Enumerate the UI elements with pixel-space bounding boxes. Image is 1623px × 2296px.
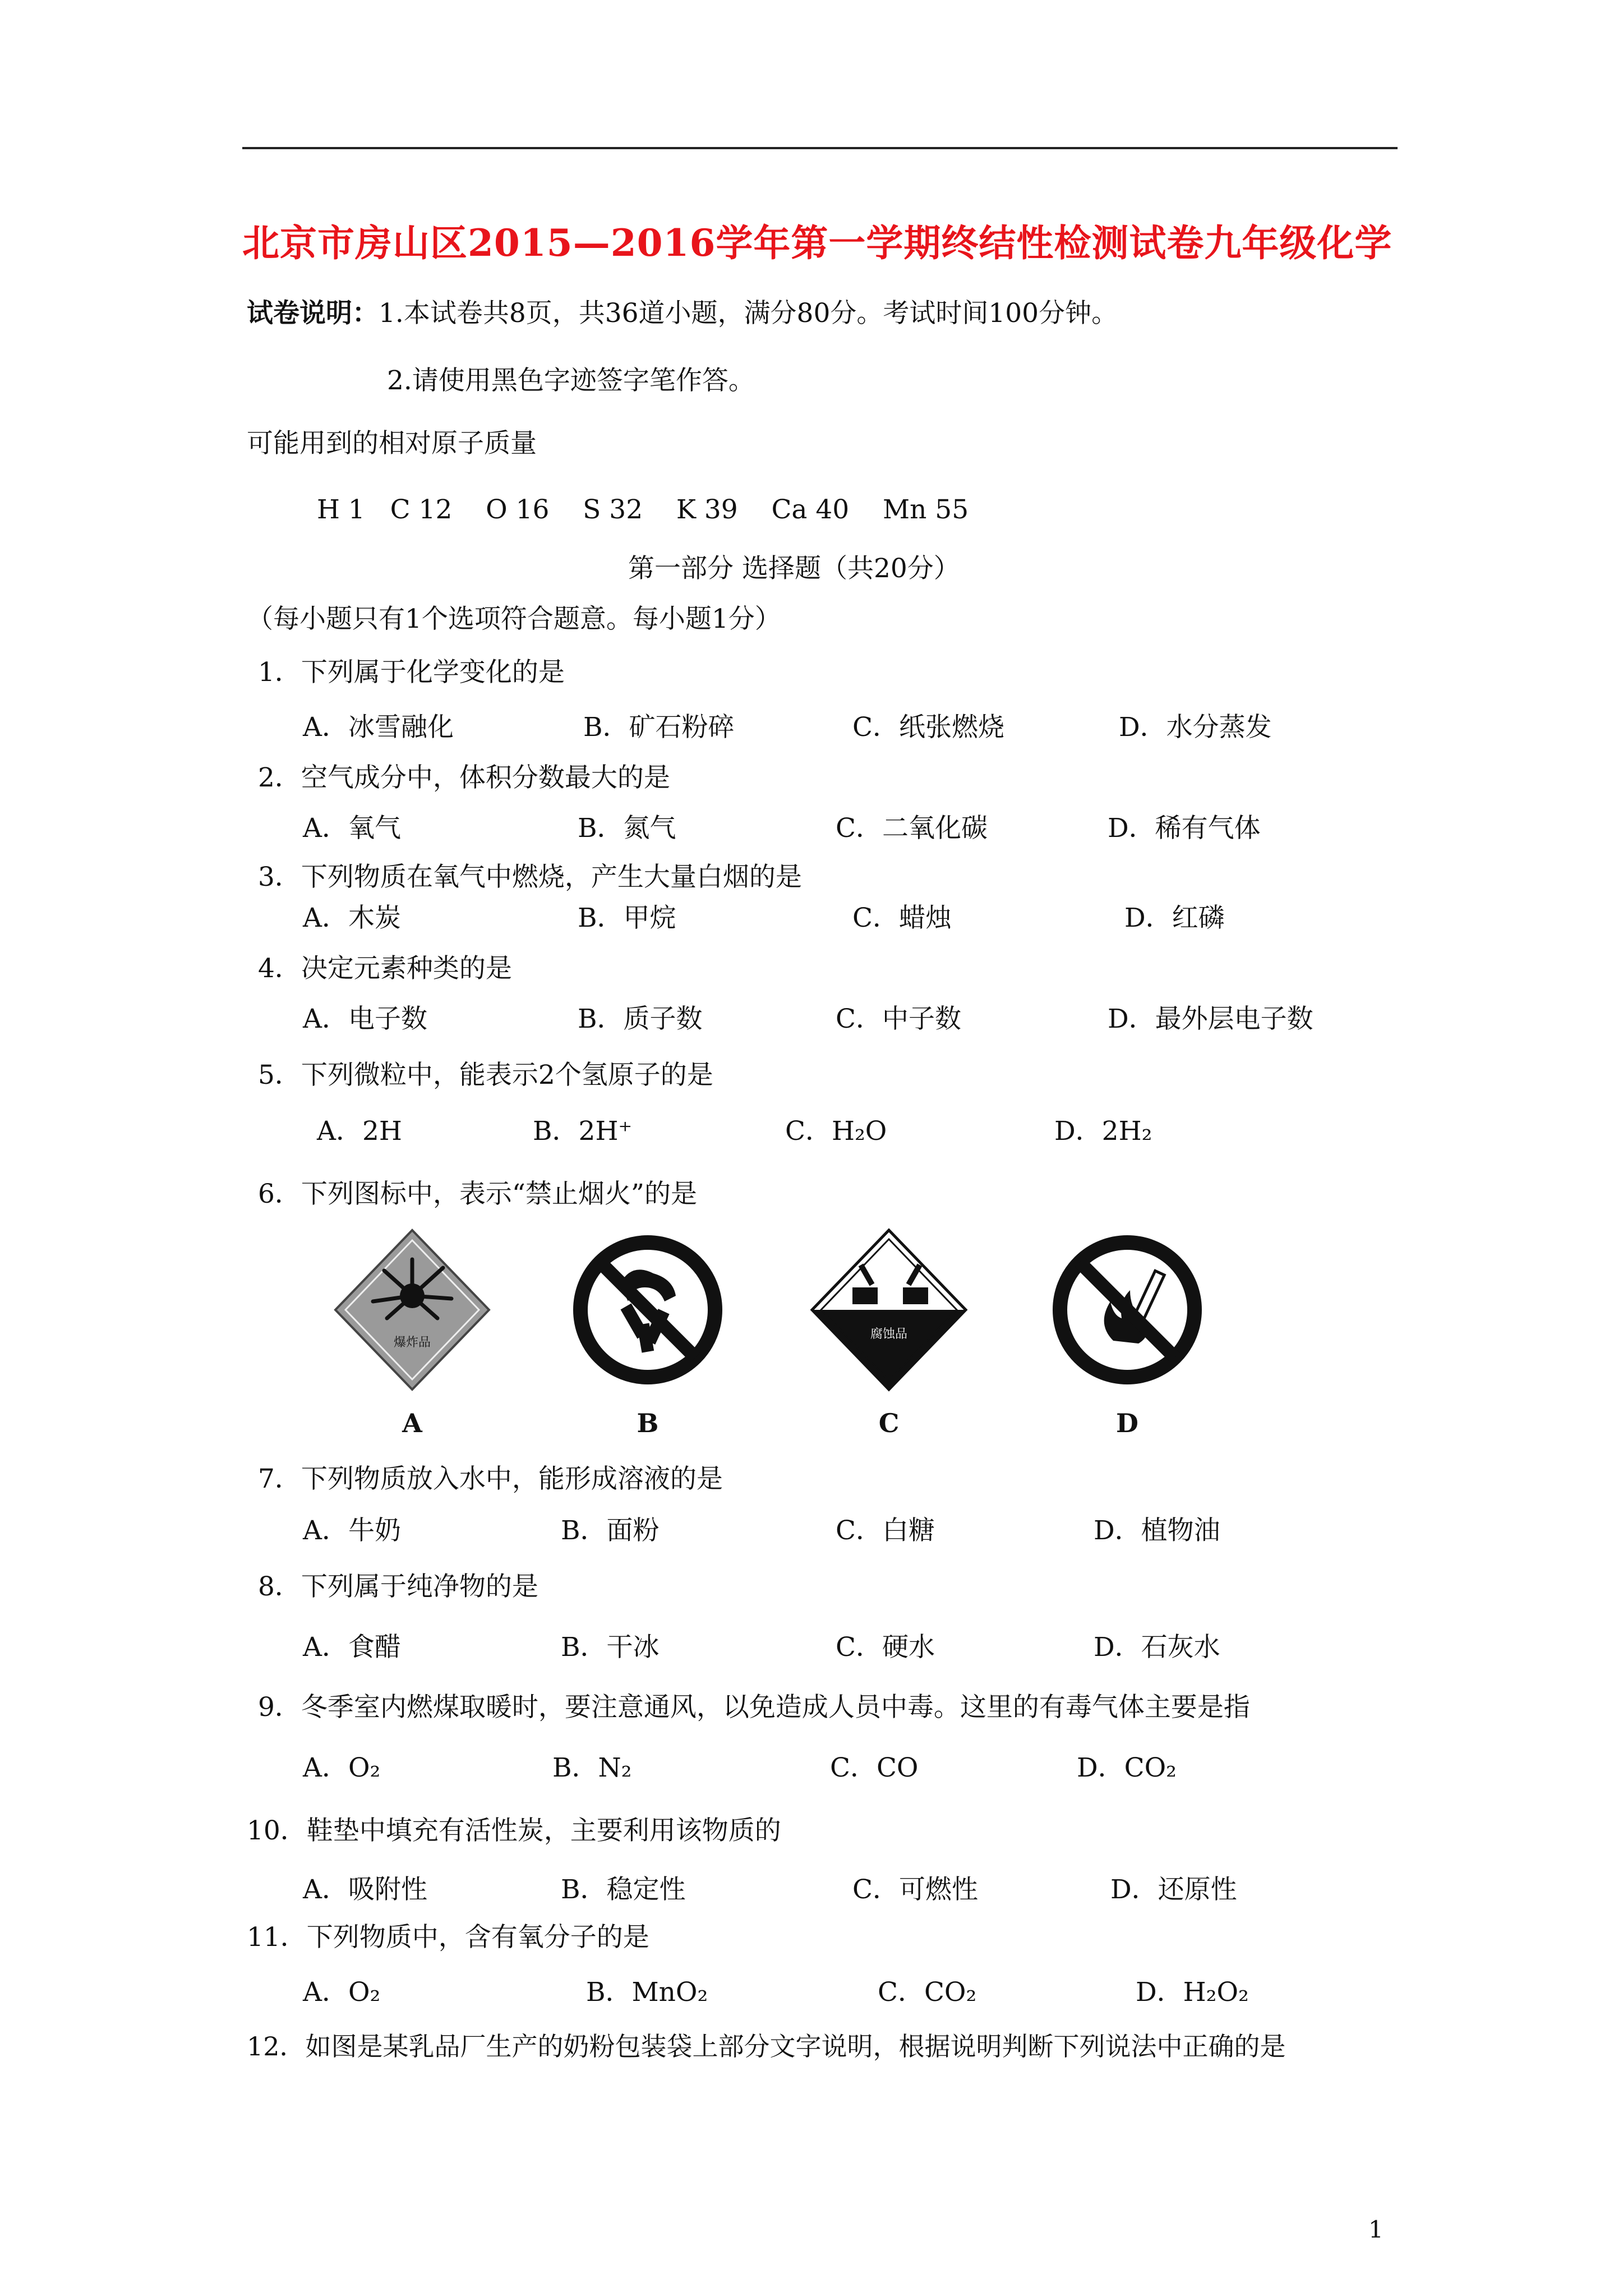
option-c: C．纸张燃烧 xyxy=(852,712,1004,743)
option-b: B．稳定性 xyxy=(561,1874,686,1905)
option-c: C．二氧化碳 xyxy=(836,813,988,844)
corrosive-sign-text: 腐蚀品 xyxy=(870,1327,908,1341)
corrosive-sign-icon xyxy=(808,1226,970,1394)
option-b: B．N₂ xyxy=(552,1752,632,1783)
exam-title: 北京市房山区2015—2016学年第一学期终结性检测试卷九年级化学 xyxy=(242,221,1393,265)
atomic-mass-values: H 1 C 12 O 16 S 32 K 39 Ca 40 Mn 55 xyxy=(317,494,969,525)
sign-label-a: A xyxy=(402,1408,422,1438)
explosive-sign-text: 爆炸品 xyxy=(393,1336,431,1350)
option-a: A．牛奶 xyxy=(303,1515,401,1546)
option-d: D．水分蒸发 xyxy=(1119,712,1272,743)
question-stem: 11．下列物质中，含有氧分子的是 xyxy=(247,1922,649,1953)
option-a: A．吸附性 xyxy=(303,1874,427,1905)
option-c: C．CO₂ xyxy=(878,1977,977,2008)
question-stem: 8．下列属于纯净物的是 xyxy=(258,1571,538,1602)
option-d: D．石灰水 xyxy=(1094,1632,1220,1663)
page-number: 1 xyxy=(1368,2216,1384,2243)
option-d: D．2H₂ xyxy=(1054,1116,1152,1147)
question-stem: 6．下列图标中，表示“禁止烟火”的是 xyxy=(258,1179,697,1209)
option-a: A．O₂ xyxy=(303,1752,381,1783)
question-stem: 4．决定元素种类的是 xyxy=(258,953,512,984)
option-b: B．质子数 xyxy=(578,1004,703,1034)
option-d: D．H₂O₂ xyxy=(1136,1977,1249,2008)
option-a: A．食醋 xyxy=(303,1632,401,1663)
option-c: C．蜡烛 xyxy=(852,903,952,933)
option-b: B．矿石粉碎 xyxy=(583,712,735,743)
option-d: D．还原性 xyxy=(1110,1874,1237,1905)
option-a: A．冰雪融化 xyxy=(303,712,454,743)
option-d: D．红磷 xyxy=(1124,903,1225,933)
question-stem: 2．空气成分中，体积分数最大的是 xyxy=(258,762,670,793)
option-a: A．2H xyxy=(317,1116,402,1147)
no-fire-sign-icon xyxy=(1046,1226,1209,1394)
instructions-item-1: 1.本试卷共8页，共36道小题，满分80分。考试时间100分钟。 xyxy=(379,298,1118,329)
option-a: A．木炭 xyxy=(303,903,401,933)
option-d: D．植物油 xyxy=(1094,1515,1220,1546)
part1-note: （每小题只有1个选项符合题意。每小题1分） xyxy=(247,604,781,634)
option-d: D．稀有气体 xyxy=(1108,813,1261,844)
option-d: D．CO₂ xyxy=(1077,1752,1177,1783)
option-c: C．CO xyxy=(830,1752,919,1783)
sign-label-d: D xyxy=(1116,1408,1138,1438)
prohibition-sign-icon xyxy=(566,1226,729,1394)
option-c: C．中子数 xyxy=(836,1004,961,1034)
option-c: C．白糖 xyxy=(836,1515,935,1546)
part1-heading: 第一部分 选择题（共20分） xyxy=(628,553,960,584)
option-c: C．可燃性 xyxy=(852,1874,978,1905)
explosive-sign-icon xyxy=(331,1226,494,1394)
option-a: A．电子数 xyxy=(303,1004,427,1034)
option-c: C．H₂O xyxy=(785,1116,887,1147)
option-b: B．甲烷 xyxy=(578,903,676,933)
question-stem: 10．鞋垫中填充有活性炭，主要利用该物质的 xyxy=(247,1815,781,1846)
atomic-mass-heading: 可能用到的相对原子质量 xyxy=(247,428,537,459)
header-rule xyxy=(242,147,1398,149)
question-stem: 5．下列微粒中，能表示2个氢原子的是 xyxy=(258,1060,713,1091)
instructions-line-1 xyxy=(247,298,1118,329)
sign-label-b: B xyxy=(637,1408,659,1438)
question-stem: 12．如图是某乳品厂生产的奶粉包装袋上部分文字说明，根据说明判断下列说法中正确的是 xyxy=(247,2031,1286,2062)
option-d: D．最外层电子数 xyxy=(1108,1004,1313,1034)
instructions-label: 试卷说明： xyxy=(247,298,379,329)
instructions-item-2: 2.请使用黑色字迹签字笔作答。 xyxy=(387,365,755,396)
option-a: A．氧气 xyxy=(303,813,401,844)
question-stem: 1．下列属于化学变化的是 xyxy=(258,657,565,688)
option-a: A．O₂ xyxy=(303,1977,381,2008)
option-b: B．2H⁺ xyxy=(533,1116,633,1147)
option-b: B．氮气 xyxy=(578,813,676,844)
question-stem: 7．下列物质放入水中，能形成溶液的是 xyxy=(258,1464,723,1494)
question-stem: 3．下列物质在氧气中燃烧，产生大量白烟的是 xyxy=(258,862,802,892)
option-b: B．面粉 xyxy=(561,1515,660,1546)
question-stem: 9．冬季室内燃煤取暖时，要注意通风，以免造成人员中毒。这里的有毒气体主要是指 xyxy=(258,1692,1250,1723)
sign-label-c: C xyxy=(878,1408,900,1438)
option-b: B．干冰 xyxy=(561,1632,660,1663)
option-b: B．MnO₂ xyxy=(586,1977,708,2008)
option-c: C．硬水 xyxy=(836,1632,935,1663)
